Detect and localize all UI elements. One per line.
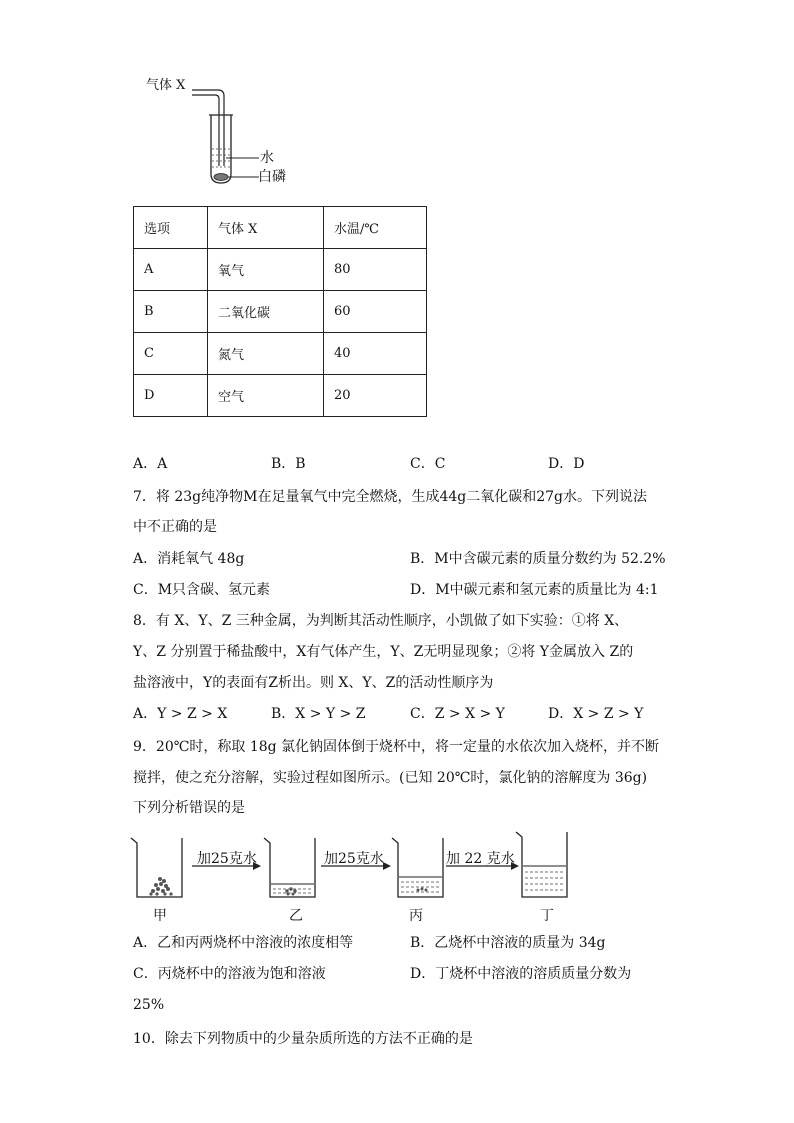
q6-choice-a: A．A bbox=[133, 456, 168, 472]
table-cell: 空气 bbox=[208, 375, 324, 417]
table-header-cell: 气体 X bbox=[208, 207, 324, 249]
q9-stem-line1: 9．20℃时，称取 18g 氯化钠固体倒于烧杯中，将一定量的水依次加入烧杯，并不断 bbox=[133, 739, 660, 755]
white-phosphorus-label: 白磷 bbox=[258, 169, 286, 185]
beaker-label-yi: 乙 bbox=[289, 908, 303, 924]
q7-choice-d: D．M中碳元素和氢元素的质量比为 4:1 bbox=[410, 582, 659, 598]
q7-choice-b: B．M中含碳元素的质量分数约为 52.2% bbox=[410, 551, 666, 567]
q10-stem: 10．除去下列物质中的少量杂质所选的方法不正确的是 bbox=[133, 1031, 473, 1047]
table-header-cell: 水温/℃ bbox=[324, 207, 427, 249]
q8-stem-line3: 盐溶液中，Y的表面有Z析出。则 X、Y、Z的活动性顺序为 bbox=[133, 675, 494, 691]
table-header-cell: 选项 bbox=[134, 207, 208, 249]
q9-choice-b: B．乙烧杯中溶液的质量为 34g bbox=[410, 935, 606, 951]
q8-choice-b: B．X > Y > Z bbox=[271, 706, 366, 722]
q8-choice-a: A．Y > Z > X bbox=[133, 706, 228, 722]
water-label: 水 bbox=[260, 150, 274, 166]
table-cell: 40 bbox=[324, 333, 427, 375]
beaker-label-ding: 丁 bbox=[540, 908, 554, 924]
table-cell: B bbox=[134, 291, 208, 333]
q8-choice-d: D．X > Z > Y bbox=[548, 706, 644, 722]
q9-stem-line3: 下列分析错误的是 bbox=[133, 800, 245, 816]
q9-choice-a: A．乙和丙两烧杯中溶液的浓度相等 bbox=[133, 935, 354, 951]
table-cell: 80 bbox=[324, 249, 427, 291]
q7-choice-a: A．消耗氧气 48g bbox=[133, 551, 245, 567]
q7-choice-c: C．M只含碳、氢元素 bbox=[133, 582, 271, 598]
table-cell: 60 bbox=[324, 291, 427, 333]
q9-choice-c: C．丙烧杯中的溶液为饱和溶液 bbox=[133, 966, 326, 982]
q6-choice-b: B．B bbox=[271, 456, 306, 472]
table-cell: C bbox=[134, 333, 208, 375]
table-cell: D bbox=[134, 375, 208, 417]
table-cell: 氮气 bbox=[208, 333, 324, 375]
arrow-label-1: 加25克水 bbox=[197, 851, 257, 867]
table-cell: 20 bbox=[324, 375, 427, 417]
arrow-label-2: 加25克水 bbox=[324, 851, 384, 867]
beaker-label-bing: 丙 bbox=[409, 908, 423, 924]
q8-stem-line2: Y、Z 分别置于稀盐酸中，X有气体产生，Y、Z无明显现象；②将 Y金属放入 Z的 bbox=[133, 644, 634, 660]
beaker-label-jia: 甲 bbox=[153, 908, 167, 924]
arrow-label-3: 加 22 克水 bbox=[446, 851, 515, 867]
q7-stem-line1: 7．将 23g纯净物M在足量氧气中完全燃烧，生成44g二氧化碳和27g水。下列说法 bbox=[133, 489, 648, 505]
gas-x-label: 气体 X bbox=[146, 78, 186, 93]
q7-stem-line2: 中不正确的是 bbox=[133, 519, 217, 535]
beaker-ding bbox=[516, 832, 567, 897]
table-cell: 二氧化碳 bbox=[208, 291, 324, 333]
q6-choice-c: C．C bbox=[410, 456, 446, 472]
q8-stem-line1: 8．有 X、Y、Z 三种金属，为判断其活动性顺序，小凯做了如下实验：①将 X、 bbox=[133, 613, 629, 629]
q9-choice-d: D．丁烧杯中溶液的溶质质量分数为 bbox=[410, 966, 632, 982]
q8-choice-c: C．Z > X > Y bbox=[410, 706, 505, 722]
q9-stem-line2: 搅拌，使之充分溶解，实验过程如图所示。(已知 20℃时，氯化钠的溶解度为 36g) bbox=[133, 770, 648, 786]
table-cell: 氧气 bbox=[208, 249, 324, 291]
q9-choice-d-continued: 25% bbox=[133, 997, 165, 1013]
beaker-yi bbox=[264, 838, 315, 897]
table-cell: A bbox=[134, 249, 208, 291]
q6-choice-d: D．D bbox=[548, 456, 585, 472]
beaker-bing bbox=[392, 838, 443, 897]
beaker-jia bbox=[131, 838, 182, 897]
